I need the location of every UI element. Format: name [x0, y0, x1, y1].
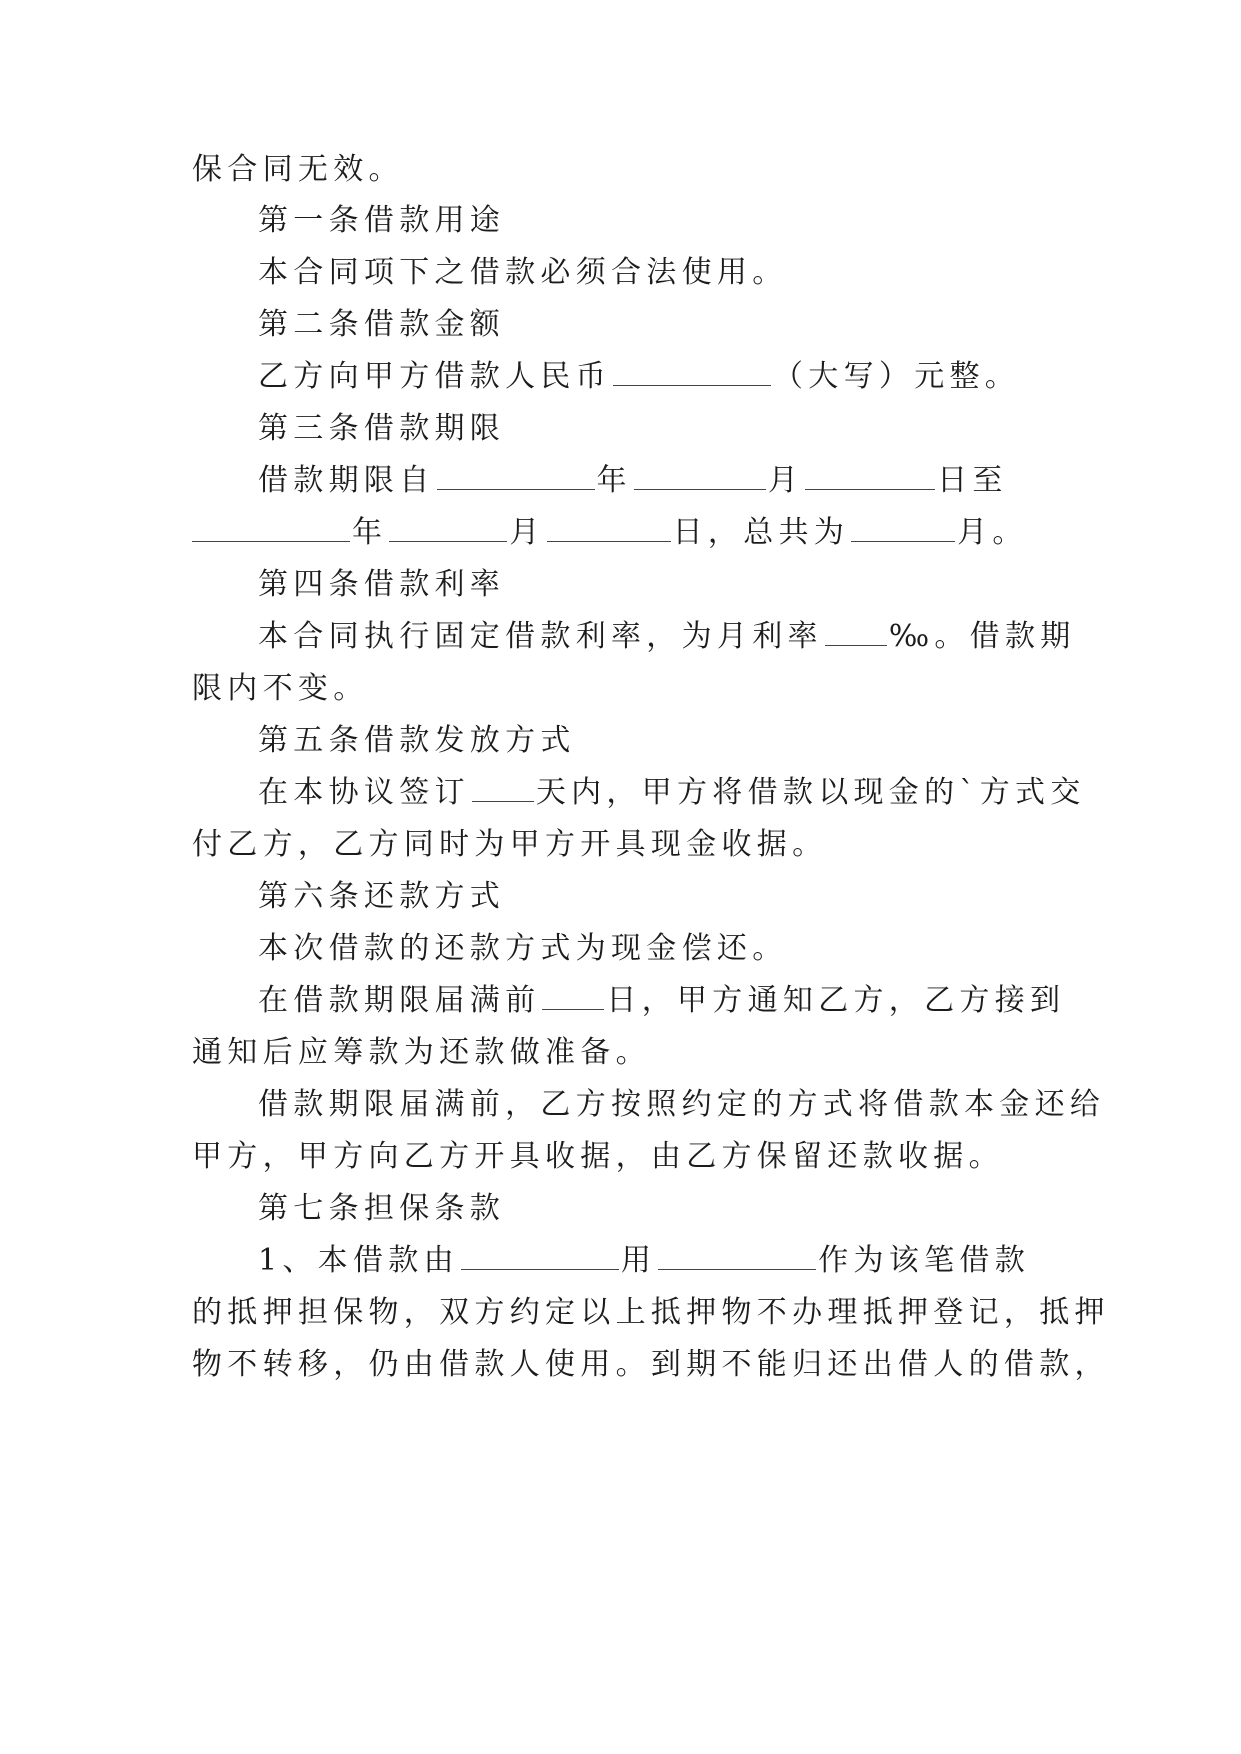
fill-blank[interactable] [192, 515, 350, 542]
text-segment: 日，总共为 [672, 515, 850, 550]
fill-blank[interactable] [851, 515, 955, 542]
text-segment: 天内，甲方将借款以现金的`方式交 [535, 775, 1086, 810]
loan-period-end-line [192, 513, 1052, 553]
clause-1-heading: 第一条借款用途 [258, 203, 506, 238]
text-segment: 月。 [957, 515, 1028, 550]
clause-3-heading: 第三条借款期限 [258, 411, 506, 446]
paragraph-line: 本次借款的还款方式为现金偿还。 [258, 931, 788, 966]
clause-6-heading: 第六条还款方式 [258, 879, 506, 914]
fill-blank[interactable] [613, 359, 771, 386]
paragraph-line: 物不转移，仍由借款人使用。到期不能归还出借人的借款， [192, 1347, 1110, 1382]
fill-blank[interactable] [658, 1243, 816, 1270]
paragraph-line: 保合同无效。 [192, 152, 404, 187]
loan-amount-line [192, 357, 1052, 397]
clause-5-heading: 第五条借款发放方式 [258, 723, 576, 758]
collateral-line [192, 1241, 1052, 1281]
text-segment: 乙方向甲方借款人民币 [258, 359, 611, 394]
text-segment: 日至 [937, 463, 1008, 498]
fill-blank[interactable] [437, 463, 595, 490]
text-segment: 在本协议签订 [258, 775, 470, 810]
paragraph-line: 甲方，甲方向乙方开具收据，由乙方保留还款收据。 [192, 1139, 1004, 1174]
paragraph-line: 的抵押担保物，双方约定以上抵押物不办理抵押登记，抵押 [192, 1295, 1110, 1330]
text-segment: 日，甲方通知乙方，乙方接到 [606, 983, 1066, 1018]
text-segment: 月 [509, 515, 545, 550]
paragraph-line: 通知后应筹款为还款做准备。 [192, 1035, 651, 1070]
fill-blank[interactable] [825, 619, 887, 646]
disbursement-line [192, 773, 1086, 813]
text-segment: 在借款期限届满前 [258, 983, 541, 1018]
text-segment: 用 [620, 1243, 657, 1278]
fill-blank[interactable] [472, 775, 534, 802]
text-segment: 借款期限自 [258, 463, 435, 498]
paragraph-line: 付乙方，乙方同时为甲方开具现金收据。 [192, 827, 828, 862]
paragraph-line: 借款期限届满前，乙方按照约定的方式将借款本金还给 [258, 1087, 1106, 1122]
loan-period-line [192, 461, 1052, 501]
text-segment: 作为该笔借款 [818, 1243, 1031, 1278]
fill-blank[interactable] [542, 983, 604, 1010]
text-segment: 年 [596, 463, 632, 498]
interest-rate-line [192, 617, 1076, 657]
paragraph-line: 本合同项下之借款必须合法使用。 [258, 255, 788, 290]
text-segment: 本合同执行固定借款利率，为月利率 [258, 619, 823, 654]
fill-blank[interactable] [547, 515, 671, 542]
fill-blank[interactable] [634, 463, 766, 490]
text-segment: 1、本借款由 [258, 1243, 459, 1278]
text-segment: （大写）元整。 [773, 359, 1021, 394]
text-segment: ‰。借款期 [888, 619, 1076, 654]
paragraph-line: 限内不变。 [192, 671, 369, 706]
fill-blank[interactable] [461, 1243, 619, 1270]
fill-blank[interactable] [389, 515, 507, 542]
fill-blank[interactable] [805, 463, 935, 490]
clause-4-heading: 第四条借款利率 [258, 567, 506, 602]
text-segment: 年 [352, 515, 388, 550]
clause-2-heading: 第二条借款金额 [258, 307, 506, 342]
text-segment: 月 [767, 463, 804, 498]
clause-7-heading: 第七条担保条款 [258, 1191, 506, 1226]
repayment-notice-line [192, 981, 1066, 1021]
